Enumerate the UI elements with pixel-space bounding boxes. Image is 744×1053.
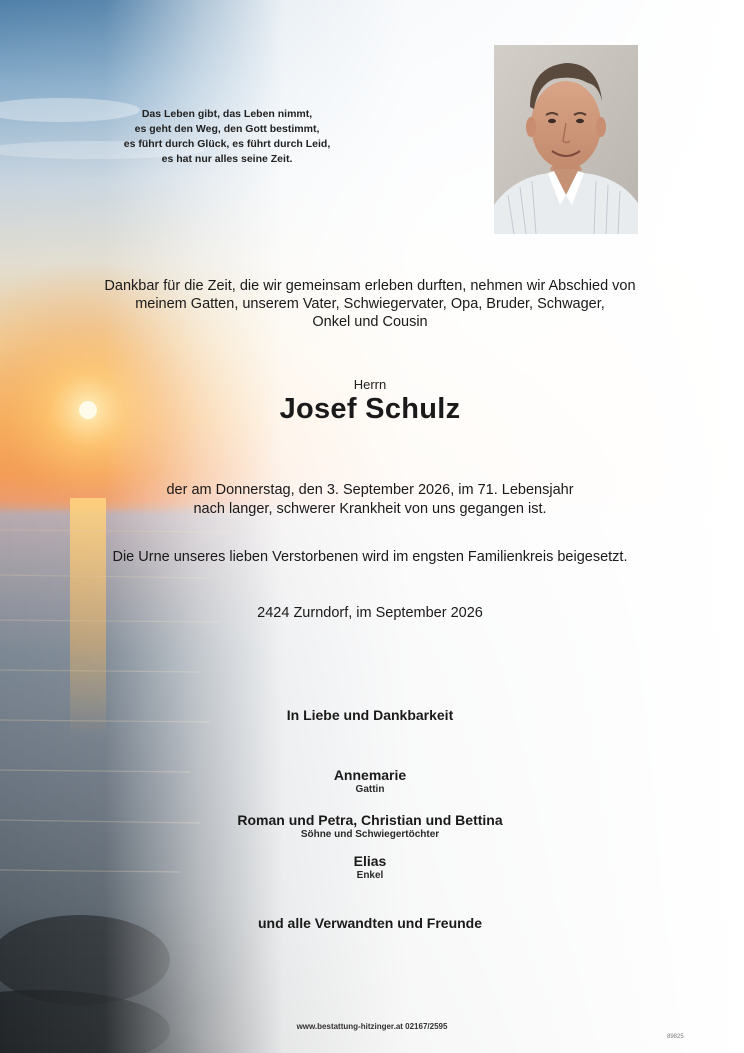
portrait-photo [494,45,638,234]
death-notice-line: nach langer, schwerer Krankheit von uns gegangen ist. [193,501,547,517]
poem-line: es führt durch Glück, es führt durch Leid, [123,138,331,150]
mourner-role: Enkel [356,870,384,881]
mourners-heading: In Liebe und Dankbarkeit [286,707,454,723]
intro-line: Dankbar für die Zeit, die wir gemeinsam erleben durften, nehmen wir Abschied von [104,278,636,294]
mourner-name: Roman und Petra, Christian und Bettina [237,812,503,828]
mourners-closing: und alle Verwandten und Freunde [257,915,483,931]
death-notice-line: der am Donnerstag, den 3. September 2026, im 71. Lebensjahr [166,482,574,498]
poem-line: Das Leben gibt, das Leben nimmt, [141,108,313,120]
poem-line: es hat nur alles seine Zeit. [161,153,293,165]
mourners-list [170,707,570,931]
document-code: 89825 [667,1034,684,1040]
death-notice [100,481,640,519]
funeral-home-contact: www.bestattung-hitzinger.at 02167/2595 [296,1022,448,1031]
mourner-role: Gattin [355,784,385,795]
deceased-name: Josef Schulz [279,393,461,425]
intro-line: Onkel und Cousin [312,314,428,330]
poem-line: es geht den Weg, den Gott bestimmt, [134,123,320,135]
salutation: Herrn [353,377,387,392]
mourner-name: Elias [353,853,387,869]
intro-line: meinem Gatten, unserem Vater, Schwiegervater, Opa, Bruder, Schwager, [135,296,605,312]
intro-text [70,277,670,331]
burial-notice: Die Urne unseres lieben Verstorbenen wird im engsten Familienkreis beigesetzt. [112,549,628,565]
mourner-name: Annemarie [333,767,407,783]
place-date: 2424 Zurndorf, im September 2026 [257,605,483,621]
poem [102,107,352,167]
mourner-role: Söhne und Schwiegertöchter [300,829,440,840]
